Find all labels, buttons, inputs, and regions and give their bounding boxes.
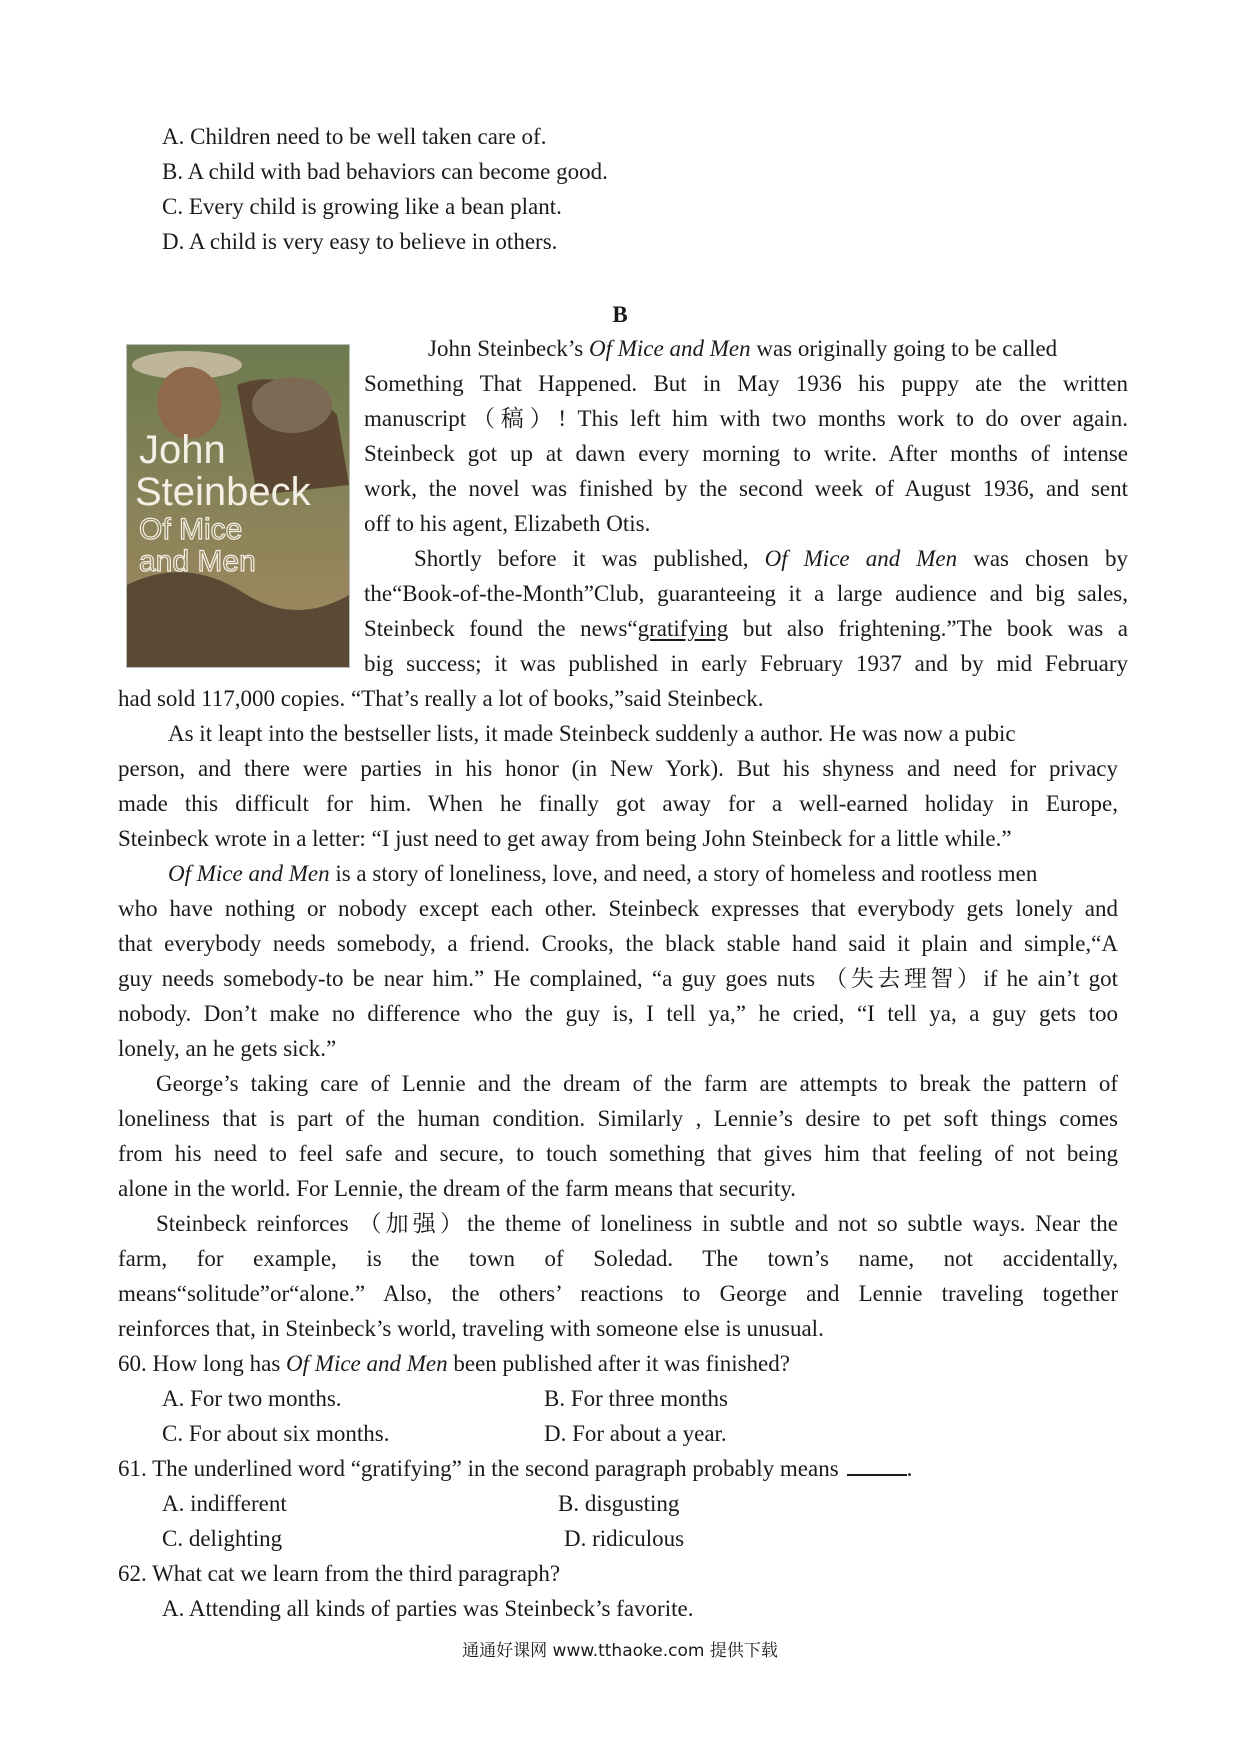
p5-line1: George’s taking care of Lennie and the dream of the farm are attempts to break the pattern of [156, 1071, 1118, 1096]
p5-line2: loneliness that is part of the human condition. Similarly , Lennie’s desire to pet soft things comes [118, 1106, 1118, 1131]
section-heading: B [612, 302, 628, 327]
p2-line5: had sold 117,000 copies. “That’s really a lot of books,”said Steinbeck. [118, 686, 764, 711]
p6-line2: farm, for example, is the town of Soledad. The town’s name, not accidentally, [118, 1246, 1118, 1271]
prev-option-d: D. A child is very easy to believe in others. [162, 229, 558, 254]
prev-option-a: A. Children need to be well taken care of. [162, 124, 547, 149]
q61-stem: 61. The underlined word “gratifying” in the second paragraph probably means . [118, 1456, 913, 1481]
cover-author-last: Steinbeck [135, 470, 311, 514]
book-cover-illustration [127, 345, 349, 667]
p4-line3: that everybody needs somebody, a friend. Crooks, the black stable hand said it plain and simple,“A [118, 931, 1118, 956]
p3-line2: person, and there were parties in his honor (in New York). But his shyness and need for privacy [118, 756, 1118, 781]
cover-title-line2: and Men [139, 545, 256, 578]
q61-option-b[interactable]: B. disgusting [558, 1491, 680, 1516]
page-footer: 通通好课网 www.tthaoke.com 提供下载 [462, 1641, 778, 1661]
cover-title-line1: Of Mice [139, 513, 243, 546]
p1-line1: John Steinbeck’s Of Mice and Men was originally going to be called [428, 336, 1058, 361]
p4-line6: lonely, an he gets sick.” [118, 1036, 337, 1061]
p2-line2: the“Book-of-the-Month”Club, guaranteeing it a large audience and big sales, [364, 581, 1128, 606]
p1-line4: Steinbeck got up at dawn every morning to write. After months of intense [364, 441, 1128, 466]
prev-option-b: B. A child with bad behaviors can become good. [162, 159, 608, 184]
q61-option-c[interactable]: C. delighting [162, 1526, 283, 1551]
p4-line5: nobody. Don’t make no difference who the guy is, I tell ya,” he cried, “I tell ya, a guy gets too [118, 1001, 1118, 1026]
q62-option-a[interactable]: A. Attending all kinds of parties was Steinbeck’s favorite. [162, 1596, 694, 1621]
cover-cap-shape [252, 377, 332, 433]
p6-line4: reinforces that, in Steinbeck’s world, traveling with someone else is unusual. [118, 1316, 824, 1341]
p3-line1: As it leapt into the bestseller lists, it made Steinbeck suddenly a author. He was now a pubic [168, 721, 1016, 746]
q62-stem: 62. What cat we learn from the third paragraph? [118, 1561, 561, 1586]
p2-line1: Shortly before it was published, Of Mice and Men was chosen by [414, 546, 1128, 571]
p5-line3: from his need to feel safe and secure, to touch something that gives him that feeling of not being [118, 1141, 1118, 1166]
q61-option-d[interactable]: D. ridiculous [564, 1526, 685, 1551]
p1-line3: manuscript（稿）! This left him with two months work to do over again. [364, 406, 1128, 431]
p3-line3: made this difficult for him. When he finally got away for a well-earned holiday in Europe, [118, 791, 1118, 816]
p6-line1: Steinbeck reinforces （加强）the theme of loneliness in subtle and not so subtle ways. Near the [156, 1211, 1118, 1236]
book-cover-image [126, 344, 350, 668]
p2-line3: Steinbeck found the news“gratifying but also frightening.”The book was a [364, 616, 1128, 641]
p6-line3: means“solitude”or“alone.” Also, the others’ reactions to George and Lennie traveling together [118, 1281, 1118, 1306]
p5-line4: alone in the world. For Lennie, the dream of the farm means that security. [118, 1176, 797, 1201]
q60-option-b[interactable]: B. For three months [544, 1386, 728, 1411]
q60-option-a[interactable]: A. For two months. [162, 1386, 342, 1411]
p4-line4: guy needs somebody-to be near him.” He complained, “a guy goes nuts （失去理智）if he ain’t got [118, 966, 1118, 991]
p1-line6: off to his agent, Elizabeth Otis. [364, 511, 651, 536]
answer-blank[interactable] [847, 1454, 907, 1476]
p1-line2: Something That Happened. But in May 1936 his puppy ate the written [364, 371, 1128, 396]
p1-line5: work, the novel was finished by the second week of August 1936, and sent [364, 476, 1128, 501]
p4-line1: Of Mice and Men is a story of loneliness, love, and need, a story of homeless and rootless men [168, 861, 1038, 886]
prev-option-c: C. Every child is growing like a bean plant. [162, 194, 562, 219]
p2-line4: big success; it was published in early February 1937 and by mid February [364, 651, 1128, 676]
p3-line4: Steinbeck wrote in a letter: “I just need to get away from being John Steinbeck for a little while.” [118, 826, 1012, 851]
cover-author-first: John [139, 428, 226, 472]
p4-line2: who have nothing or nobody except each other. Steinbeck expresses that everybody gets lonely and [118, 896, 1118, 921]
q60-option-c[interactable]: C. For about six months. [162, 1421, 390, 1446]
q60-stem: 60. How long has Of Mice and Men been published after it was finished? [118, 1351, 790, 1376]
underlined-word-gratifying: gratifying [637, 616, 729, 641]
q60-option-d[interactable]: D. For about a year. [544, 1421, 727, 1446]
q61-option-a[interactable]: A. indifferent [162, 1491, 287, 1516]
